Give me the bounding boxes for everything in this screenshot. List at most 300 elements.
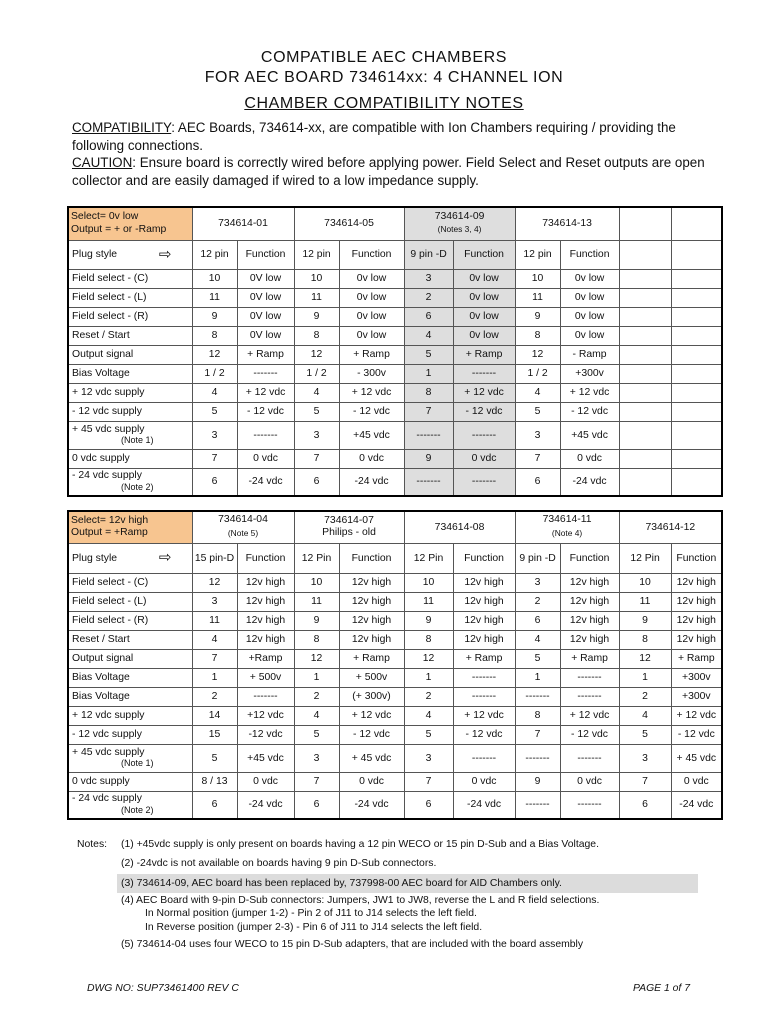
board-header (192, 511, 294, 543)
table-cell: 12 (192, 345, 237, 364)
table-cell: 12 (515, 345, 560, 364)
table-cell: ------- (560, 744, 619, 772)
subheader-cell: 12 pin (515, 240, 560, 269)
row-note: (Note 2) (120, 481, 154, 492)
table-cell: 12 (619, 649, 671, 668)
table-cell: ------- (560, 791, 619, 819)
table-cell: 11 (192, 611, 237, 630)
table-cell: ------- (404, 421, 453, 449)
table-cell: 12v high (453, 592, 515, 611)
table-cell: ------- (237, 687, 294, 706)
table-row (68, 611, 722, 630)
plug-style-label: Plug style (72, 249, 118, 260)
board-name: 734614-08 (434, 521, 485, 533)
subheader-cell: 12 Pin (404, 543, 453, 573)
board-name: 734614-11 (542, 514, 592, 526)
table-cell: 5 (619, 725, 671, 744)
table-cell: 8 (404, 383, 453, 402)
table-cell: 12v high (560, 573, 619, 592)
row-label-cell: + 12 vdc supply (68, 706, 192, 725)
table-cell: 5 (404, 345, 453, 364)
board-header (404, 511, 515, 543)
table-row (68, 326, 722, 345)
table-cell: - 12 vdc (453, 402, 515, 421)
table-cell: 2 (404, 687, 453, 706)
caution-paragraph (72, 154, 722, 189)
table-cell: 1 (619, 668, 671, 687)
subheader-cell: Function (237, 240, 294, 269)
subheader-cell: Function (671, 543, 722, 573)
table-row (68, 307, 722, 326)
plug-style-row (68, 543, 722, 573)
table-cell: 8 (619, 630, 671, 649)
table-cell: 4 (192, 630, 237, 649)
table-cell: - 12 vdc (671, 725, 722, 744)
row-label-cell: 0 vdc supply (68, 772, 192, 791)
table-cell: 0 vdc (560, 772, 619, 791)
table-cell: 0 vdc (339, 772, 404, 791)
table-cell: + 12 vdc (560, 383, 619, 402)
row-label-cell: Reset / Start (68, 326, 192, 345)
table-cell: +300v (671, 687, 722, 706)
table-row (68, 421, 722, 449)
table-cell: 12 (192, 573, 237, 592)
table-cell (619, 421, 671, 449)
row-label: - 24 vdc supply (72, 793, 142, 805)
table-cell (671, 307, 722, 326)
note-2: (2) -24vdc is not available on boards having 9 pin D-Sub connectors. (121, 858, 437, 869)
table-cell: 12v high (237, 611, 294, 630)
table-cell: 9 (404, 449, 453, 468)
table-cell: + Ramp (453, 345, 515, 364)
row-note: (Note 1) (120, 758, 154, 768)
table-cell: 5 (515, 649, 560, 668)
table-cell: 0 vdc (339, 449, 404, 468)
table-cell: + Ramp (339, 649, 404, 668)
table-row (68, 630, 722, 649)
table-cell (671, 269, 722, 288)
table-cell: - 12 vdc (339, 402, 404, 421)
table-cell: + 12 vdc (339, 383, 404, 402)
table-cell: ------- (560, 687, 619, 706)
table-cell: 0v low (560, 307, 619, 326)
table-cell: 0v low (453, 307, 515, 326)
table-cell: 1 / 2 (294, 364, 339, 383)
table-cell: 12v high (453, 630, 515, 649)
table-cell: 12 (294, 345, 339, 364)
table-cell: 5 (192, 744, 237, 772)
subheader-cell (671, 240, 722, 269)
table-row (68, 744, 722, 772)
table-cell: 2 (294, 687, 339, 706)
table-cell: 0v low (453, 269, 515, 288)
table-cell: + 12 vdc (339, 706, 404, 725)
table-cell: -24 vdc (560, 468, 619, 496)
board-header (619, 511, 722, 543)
row-note: (Note 1) (120, 435, 154, 445)
table-cell: 0v low (560, 288, 619, 307)
board-header-row (68, 511, 722, 543)
table-row (68, 706, 722, 725)
table-cell: 12 (294, 649, 339, 668)
table-cell: ------- (404, 468, 453, 496)
board-header (404, 207, 515, 240)
table-cell: 11 (294, 288, 339, 307)
row-label-cell: Output signal (68, 345, 192, 364)
table-cell: - 12 vdc (560, 402, 619, 421)
table-cell: -24 vdc (671, 791, 722, 819)
table-cell: ------- (453, 687, 515, 706)
board-note: Philips - old (322, 527, 376, 539)
table-cell: ------- (453, 364, 515, 383)
table-cell: 15 (192, 725, 237, 744)
row-label-cell: Reset / Start (68, 630, 192, 649)
subheader-cell: 12 Pin (619, 543, 671, 573)
right-arrow-icon: ⇨ (158, 245, 172, 263)
board-name: 734614-09 (434, 210, 485, 222)
table-cell: - 12 vdc (453, 725, 515, 744)
subheader-cell: 9 pin -D (515, 543, 560, 573)
notes-label: Notes: (77, 839, 108, 850)
row-label-cell (68, 791, 192, 819)
table-cell: 4 (192, 383, 237, 402)
table-cell: 8 (294, 630, 339, 649)
table-cell: 12v high (453, 573, 515, 592)
table-row (68, 687, 722, 706)
row-label-cell: Field select - (R) (68, 307, 192, 326)
table-cell: 4 (515, 630, 560, 649)
table-cell: 3 (619, 744, 671, 772)
table-cell: +300v (671, 668, 722, 687)
row-label-cell: Field select - (L) (68, 288, 192, 307)
table-cell: 7 (619, 772, 671, 791)
empty-header-cell (619, 207, 671, 240)
note-4-normal: In Normal position (jumper 1-2) - Pin 2 of J11 to J14 selects the left field. (145, 908, 477, 919)
table-cell: 8 (294, 326, 339, 345)
table-cell: 7 (192, 649, 237, 668)
table-cell (671, 345, 722, 364)
row-label-cell: Field select - (L) (68, 592, 192, 611)
table-cell: 5 (294, 402, 339, 421)
table-row (68, 649, 722, 668)
table-cell: -24 vdc (453, 791, 515, 819)
table-cell: ------- (237, 364, 294, 383)
table-cell: - 12 vdc (237, 402, 294, 421)
table-cell: 0V low (237, 326, 294, 345)
table-cell: 0v low (339, 326, 404, 345)
table-cell (671, 364, 722, 383)
table-cell (671, 421, 722, 449)
subheader-cell (619, 240, 671, 269)
table-cell (619, 307, 671, 326)
table-cell: ------- (560, 668, 619, 687)
table-cell: + 12 vdc (671, 706, 722, 725)
table-cell: 3 (515, 573, 560, 592)
table-row (68, 772, 722, 791)
subheader-cell: Function (453, 543, 515, 573)
table-cell: 6 (294, 468, 339, 496)
select-condition-cell (68, 511, 192, 543)
table-cell: 3 (404, 744, 453, 772)
empty-header-cell (671, 207, 722, 240)
note-1: (1) +45vdc supply is only present on boards having a 12 pin WECO or 15 pin D-Sub and a Bias Voltage. (121, 839, 599, 850)
board-header (515, 511, 619, 543)
table-cell: 12 (404, 649, 453, 668)
subheader-cell: Function (560, 543, 619, 573)
table-cell: 1 (404, 364, 453, 383)
row-label: - 24 vdc supply (72, 470, 142, 482)
title-line-1: COMPATIBLE AEC CHAMBERS (260, 49, 508, 66)
table-cell: - 12 vdc (339, 725, 404, 744)
table-cell: 6 (192, 791, 237, 819)
row-label-cell: 0 vdc supply (68, 449, 192, 468)
table-cell: - 12 vdc (560, 725, 619, 744)
table-cell: 7 (515, 725, 560, 744)
table-cell: 11 (619, 592, 671, 611)
table-cell: ------- (453, 468, 515, 496)
table-cell: 12v high (237, 592, 294, 611)
subheader-cell: 12 pin (294, 240, 339, 269)
table-cell: 2 (515, 592, 560, 611)
table-cell: +45 vdc (237, 744, 294, 772)
table-cell: + Ramp (453, 649, 515, 668)
table-cell: 4 (515, 383, 560, 402)
table-cell: 0 vdc (453, 772, 515, 791)
board-name: 734614-13 (542, 218, 592, 230)
title-line-3-text: CHAMBER COMPATIBILITY NOTES (244, 95, 524, 112)
row-label-cell (68, 744, 192, 772)
table-cell: + 12 vdc (237, 383, 294, 402)
table-cell: 9 (619, 611, 671, 630)
table-cell: 12v high (339, 592, 404, 611)
table-cell: 6 (515, 468, 560, 496)
table-cell: 1 (294, 668, 339, 687)
table-cell: 12v high (560, 630, 619, 649)
table-cell: 7 (294, 772, 339, 791)
table-cell: + 45 vdc (339, 744, 404, 772)
table-cell: +300v (560, 364, 619, 383)
table-cell: -24 vdc (237, 791, 294, 819)
table-cell (619, 326, 671, 345)
table-cell: 4 (404, 326, 453, 345)
table-cell: 3 (192, 592, 237, 611)
table-cell: 0V low (237, 288, 294, 307)
table-cell: 1 (192, 668, 237, 687)
table-cell: 9 (515, 772, 560, 791)
compatibility-table-12v-high (67, 510, 723, 820)
table-cell: 5 (294, 725, 339, 744)
select-line-1: Select= 0v low (71, 211, 139, 223)
select-condition-cell (68, 207, 192, 240)
row-label-cell: Bias Voltage (68, 687, 192, 706)
subheader-cell: Function (453, 240, 515, 269)
note-4: (4) AEC Board with 9-pin D-Sub connectors: Jumpers, JW1 to JW8, reverse the L and R field selections. (121, 895, 600, 906)
table-cell (619, 449, 671, 468)
table-cell: 8 (192, 326, 237, 345)
caution-text: : Ensure board is correctly wired before applying power. Field Select and Reset outputs are open collector and are easily damaged if wired to a low impedance supply. (72, 155, 705, 188)
table-cell: 0 vdc (237, 449, 294, 468)
table-cell: 10 (619, 573, 671, 592)
table-cell: 0 vdc (671, 772, 722, 791)
table-cell: ------- (453, 668, 515, 687)
table-cell: 12v high (339, 630, 404, 649)
board-note: (Note 4) (551, 527, 583, 538)
table-cell: 12v high (671, 611, 722, 630)
table-cell: 9 (192, 307, 237, 326)
table-row (68, 468, 722, 496)
table-cell: 11 (515, 288, 560, 307)
table-cell: 3 (294, 421, 339, 449)
note-3: (3) 734614-09, AEC board has been replaced by, 737998-00 AEC board for AID Chambers only. (117, 874, 698, 893)
table-cell: 2 (619, 687, 671, 706)
row-label-cell: Field select - (C) (68, 573, 192, 592)
table-cell: 1 / 2 (192, 364, 237, 383)
table-row (68, 449, 722, 468)
table-cell: 6 (404, 307, 453, 326)
table-cell: 6 (192, 468, 237, 496)
row-label-cell: Field select - (C) (68, 269, 192, 288)
subheader-cell: Function (560, 240, 619, 269)
table-cell: + 12 vdc (560, 706, 619, 725)
note-5: (5) 734614-04 uses four WECO to 15 pin D-Sub adapters, that are included with the board assembly (121, 939, 584, 950)
table-cell: ------- (453, 744, 515, 772)
board-header-row (68, 207, 722, 240)
table-cell (671, 383, 722, 402)
subheader-cell: 9 pin -D (404, 240, 453, 269)
table-cell: 12v high (560, 611, 619, 630)
table-cell: 1 (404, 668, 453, 687)
board-header (515, 207, 619, 240)
table-cell: 4 (619, 706, 671, 725)
table-cell (619, 383, 671, 402)
table-cell: 6 (515, 611, 560, 630)
row-label-cell: Output signal (68, 649, 192, 668)
row-label-cell (68, 421, 192, 449)
table-cell: 2 (404, 288, 453, 307)
table-cell (671, 288, 722, 307)
table-b-body (68, 573, 722, 819)
table-row (68, 791, 722, 819)
plug-style-cell (68, 240, 192, 269)
table-cell (619, 288, 671, 307)
table-cell: -24 vdc (339, 468, 404, 496)
table-cell: ------- (515, 744, 560, 772)
table-cell: 11 (404, 592, 453, 611)
select-line-2: Output = +Ramp (71, 527, 148, 539)
table-cell: 10 (294, 573, 339, 592)
table-cell: ------- (515, 687, 560, 706)
table-cell: 2 (192, 687, 237, 706)
table-row (68, 573, 722, 592)
table-cell: 12v high (237, 630, 294, 649)
table-cell: 7 (515, 449, 560, 468)
board-header (294, 511, 404, 543)
table-cell: 3 (404, 269, 453, 288)
table-cell: (+ 300v) (339, 687, 404, 706)
subheader-cell: 15 pin-D (192, 543, 237, 573)
table-cell: -12 vdc (237, 725, 294, 744)
table-cell: + 500v (237, 668, 294, 687)
table-cell: 7 (192, 449, 237, 468)
table-cell: + 45 vdc (671, 744, 722, 772)
row-label-cell: - 12 vdc supply (68, 402, 192, 421)
board-name: 734614-01 (218, 218, 268, 230)
table-cell: 0v low (560, 269, 619, 288)
table-cell: 4 (294, 383, 339, 402)
table-cell: 6 (404, 791, 453, 819)
table-row (68, 288, 722, 307)
right-arrow-icon: ⇨ (158, 549, 172, 566)
row-label-cell: Bias Voltage (68, 364, 192, 383)
subheader-cell: Function (339, 240, 404, 269)
note-4-reverse: In Reverse position (jumper 2-3) - Pin 6 of J11 to J14 selects the left field. (145, 922, 483, 933)
compatibility-text: : AEC Boards, 734614-xx, are compatible with Ion Chambers requiring / providing the following connections. (72, 120, 676, 153)
table-cell: + 12 vdc (453, 383, 515, 402)
row-label: + 45 vdc supply (72, 423, 145, 435)
table-cell: + Ramp (339, 345, 404, 364)
row-label: + 45 vdc supply (72, 746, 145, 758)
plug-style-label: Plug style (72, 552, 118, 564)
board-note: (Notes 3, 4) (437, 224, 482, 235)
table-cell: +45 vdc (339, 421, 404, 449)
table-cell (671, 449, 722, 468)
table-row (68, 592, 722, 611)
table-cell: +Ramp (237, 649, 294, 668)
table-row (68, 402, 722, 421)
table-cell: 12v high (339, 611, 404, 630)
drawing-number: DWG NO: SUP73461400 REV C (87, 983, 239, 994)
board-name: 734614-12 (645, 521, 696, 533)
table-cell: 10 (192, 269, 237, 288)
board-name: 734614-07 (324, 514, 374, 526)
table-cell (671, 468, 722, 496)
table-cell: - Ramp (560, 345, 619, 364)
table-cell: -24 vdc (237, 468, 294, 496)
table-cell: 12v high (671, 592, 722, 611)
table-row (68, 383, 722, 402)
table-cell: 11 (294, 592, 339, 611)
table-cell (619, 402, 671, 421)
table-cell: + Ramp (671, 649, 722, 668)
table-cell: 8 (515, 326, 560, 345)
select-line-2: Output = + or -Ramp (71, 223, 167, 235)
table-row (68, 668, 722, 687)
subheader-cell: Function (339, 543, 404, 573)
table-cell: + Ramp (237, 345, 294, 364)
table-cell (619, 269, 671, 288)
table-cell: 9 (515, 307, 560, 326)
table-cell: 10 (515, 269, 560, 288)
table-cell: 12v high (453, 611, 515, 630)
select-line-1: Select= 12v high (71, 514, 149, 526)
row-note: (Note 2) (120, 804, 154, 815)
table-cell: 8 (515, 706, 560, 725)
table-cell: 5 (192, 402, 237, 421)
table-cell: 0 vdc (453, 449, 515, 468)
table-row (68, 269, 722, 288)
table-cell (671, 326, 722, 345)
table-cell: ------- (453, 421, 515, 449)
board-name: 734614-05 (324, 218, 374, 230)
table-cell: +45 vdc (560, 421, 619, 449)
table-cell (619, 364, 671, 383)
plug-style-row (68, 240, 722, 269)
table-cell: 7 (404, 402, 453, 421)
board-name: 734614-04 (218, 514, 268, 526)
table-a-body (68, 269, 722, 496)
table-cell: 8 (404, 630, 453, 649)
table-cell: 10 (404, 573, 453, 592)
